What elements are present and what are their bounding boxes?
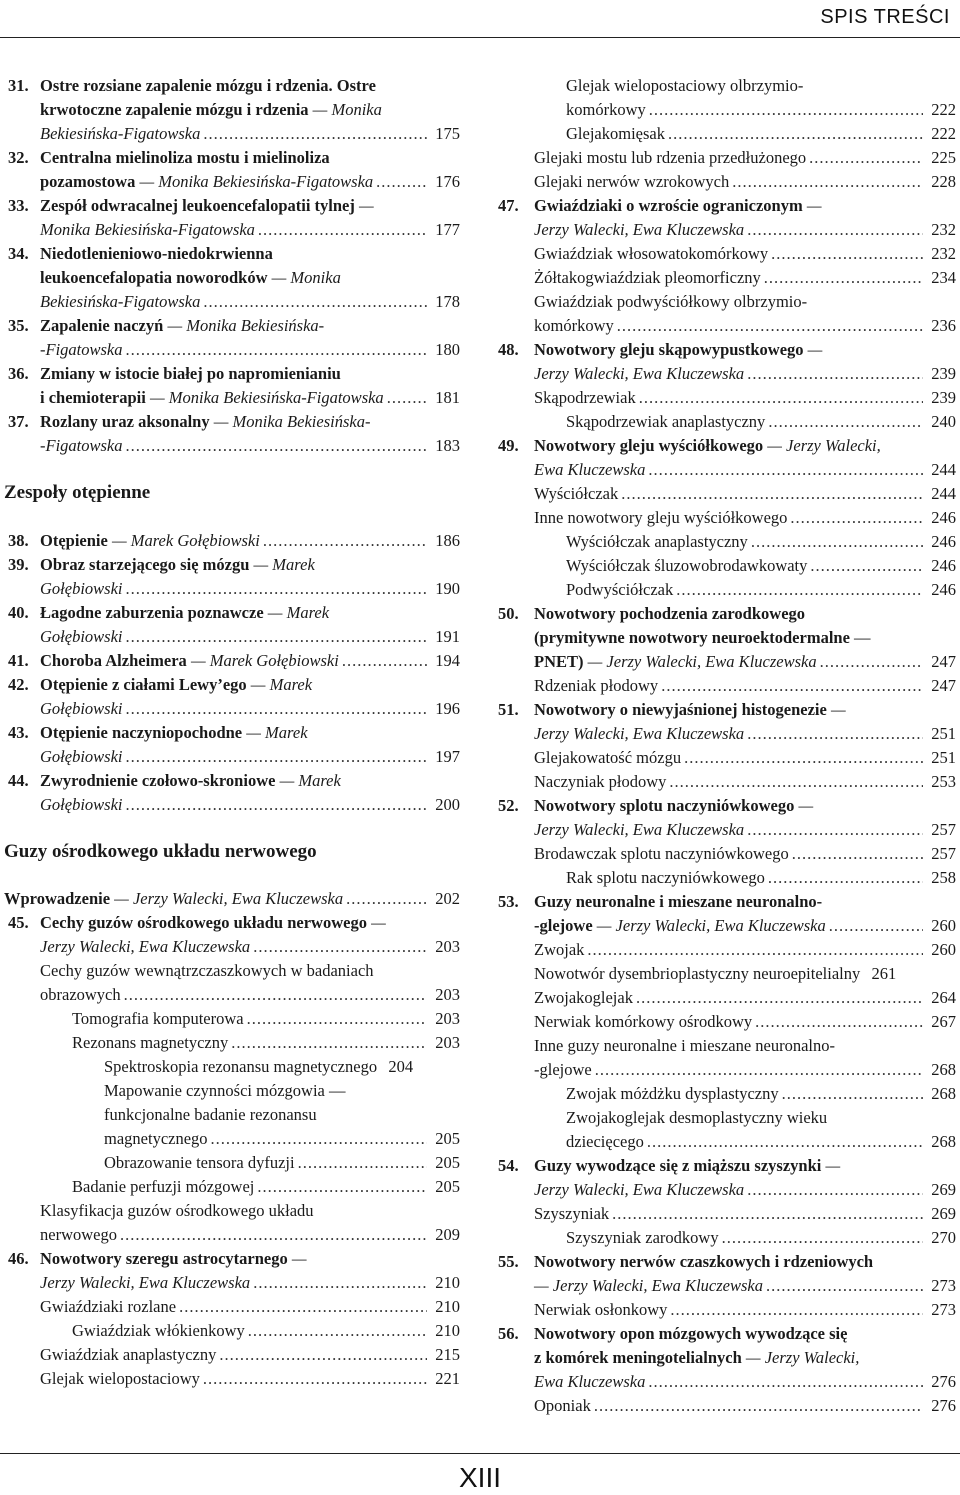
toc-entry-tail: Gołębiowski ..... 190 xyxy=(40,578,460,600)
toc-subentry: obrazowych ..... 203 xyxy=(40,984,460,1006)
toc-entry: Choroba Alzheimera — Marek Gołębiowski ..... 194 xyxy=(40,650,460,672)
entry-number: 37. xyxy=(8,412,29,431)
toc-entry-tail: Jerzy Walecki, Ewa Kluczewska ..... 251 xyxy=(534,723,956,745)
footer-rule xyxy=(0,1453,960,1454)
subentry-title: Glejak wielopostaciowy olbrzymio- xyxy=(566,76,804,95)
entry-title: Guzy wywodzące się z miąższu szyszynki — xyxy=(534,1156,841,1175)
page-ref: 210 xyxy=(435,1273,460,1292)
entry-title: Zmiany w istocie białej po napromienianiu xyxy=(40,364,341,383)
page-ref: 251 xyxy=(931,724,956,743)
entry-number: 33. xyxy=(8,196,29,215)
entry-title: Otępienie naczyniopochodne — Marek xyxy=(40,723,308,742)
toc-subentry: Skąpodrzewiak anaplastyczny ..... 240 xyxy=(566,411,956,433)
page-ref: 247 xyxy=(931,652,956,671)
page-ref: 261 xyxy=(871,964,897,983)
toc-entry-tail: Jerzy Walecki, Ewa Kluczewska ..... 239 xyxy=(534,363,956,385)
toc-subentry: dziecięcego ..... 268 xyxy=(566,1131,956,1153)
toc-subentry: Wyściółczak ..... 244 xyxy=(534,483,956,505)
page-ref: 191 xyxy=(435,627,460,646)
entry-number: 31. xyxy=(8,76,29,95)
entry-title: Centralna mielinoliza mostu i mielinoliza xyxy=(40,148,330,167)
entry-number: 40. xyxy=(8,603,29,622)
page-number: XIII xyxy=(458,1462,501,1493)
page-ref: 178 xyxy=(435,292,460,311)
subentry-title: Zwojakoglejak desmoplastyczny wieku xyxy=(566,1108,828,1127)
toc-subentry: Glejaki nerwów wzrokowych ..... 228 xyxy=(534,171,956,193)
entry-title: Nowotwory opon mózgowych wywodzące się xyxy=(534,1324,848,1343)
entry-title: Niedotlenieniowo-niedokrwienna xyxy=(40,244,273,263)
page-ref: 176 xyxy=(435,172,460,191)
page-ref: 222 xyxy=(931,100,956,119)
entry-number: 43. xyxy=(8,723,29,742)
entry-title: Otępienie z ciałami Lewy’ego — Marek xyxy=(40,675,313,694)
page-ref: 203 xyxy=(435,1033,460,1052)
toc-entry-tail: Gołębiowski ..... 191 xyxy=(40,626,460,648)
page-ref: 221 xyxy=(435,1369,460,1388)
toc-entry-tail: -Figatowska ..... 183 xyxy=(40,435,460,457)
page-ref: 276 xyxy=(931,1396,956,1415)
entry-title-line: (prymitywne nowotwory neuroektodermalne — xyxy=(534,628,871,647)
toc-entry-tail: — Jerzy Walecki, Ewa Kluczewska ..... 273 xyxy=(534,1275,956,1297)
entry-number: 47. xyxy=(498,196,519,215)
toc-entry-tail: -Figatowska ..... 180 xyxy=(40,339,460,361)
page-ref: 273 xyxy=(931,1300,956,1319)
page-ref: 251 xyxy=(931,748,956,767)
page-ref: 222 xyxy=(931,124,956,143)
entry-title: Nowotwory o niewyjaśnionej histogenezie — xyxy=(534,700,846,719)
toc-subentry: Glejakowatość mózgu ..... 251 xyxy=(534,747,956,769)
toc-entry-tail: Gołębiowski ..... 197 xyxy=(40,746,460,768)
page-ref: 246 xyxy=(931,580,956,599)
toc-subentry: Zwojak móżdżku dysplastyczny ..... 268 xyxy=(566,1083,956,1105)
page-ref: 225 xyxy=(931,148,956,167)
page-ref: 270 xyxy=(931,1228,956,1247)
toc-subentry: komórkowy ..... 236 xyxy=(534,315,956,337)
toc-subentry: Spektroskopia rezonansu magnetycznego 204 xyxy=(104,1057,414,1076)
page-ref: 210 xyxy=(435,1297,460,1316)
toc-subentry: Tomografia komputerowa ..... 203 xyxy=(72,1008,460,1030)
page-ref: 190 xyxy=(435,579,460,598)
page-ref: 180 xyxy=(435,340,460,359)
page-ref: 209 xyxy=(435,1225,460,1244)
toc-subentry: Zwojak ..... 260 xyxy=(534,939,956,961)
page-ref: 200 xyxy=(435,795,460,814)
page-ref: 240 xyxy=(931,412,956,431)
page-ref: 234 xyxy=(931,268,956,287)
page-ref: 267 xyxy=(931,1012,956,1031)
toc-entry-tail: Monika Bekiesińska-Figatowska ..... 177 xyxy=(40,219,460,241)
toc-subentry: Rak splotu naczyniówkowego ..... 258 xyxy=(566,867,956,889)
page-ref: 177 xyxy=(435,220,460,239)
entry-number: 49. xyxy=(498,436,519,455)
toc-subentry: Skąpodrzewiak ..... 239 xyxy=(534,387,956,409)
toc-entry: Otępienie — Marek Gołębiowski ..... 186 xyxy=(40,530,460,552)
entry-title: Cechy guzów ośrodkowego układu nerwowego — xyxy=(40,913,386,932)
page-ref: 181 xyxy=(435,388,460,407)
toc-subentry: Gwiaździak anaplastyczny ..... 215 xyxy=(40,1344,460,1366)
entry-title: Rozlany uraz aksonalny — Monika Bekiesińska- xyxy=(40,412,371,431)
page-ref: 268 xyxy=(931,1132,956,1151)
toc-subentry: Inne nowotwory gleju wyściółkowego ..... 246 xyxy=(534,507,956,529)
entry-title: Łagodne zaburzenia poznawcze — Marek xyxy=(40,603,330,622)
toc-entry: Wprowadzenie — Jerzy Walecki, Ewa Kluczewska ..... 202 xyxy=(4,888,460,910)
page-ref: 273 xyxy=(931,1276,956,1295)
toc-subentry: Rezonans magnetyczny ..... 203 xyxy=(72,1032,460,1054)
page-ref: 247 xyxy=(931,676,956,695)
entry-number: 50. xyxy=(498,604,519,623)
entry-title: Ostre rozsiane zapalenie mózgu i rdzenia. Ostre xyxy=(40,76,376,95)
entry-title: Nowotwory szeregu astrocytarnego — xyxy=(40,1249,307,1268)
entry-title: Zapalenie naczyń — Monika Bekiesińska- xyxy=(40,316,325,335)
subentry-title: Mapowanie czynności mózgowia — xyxy=(104,1081,346,1100)
subentry-title: Cechy guzów wewnątrzczaszkowych w badaniach xyxy=(40,961,374,980)
page-ref: 239 xyxy=(931,388,956,407)
entry-title-line: krwotoczne zapalenie mózgu i rdzenia — Monika xyxy=(40,100,382,119)
toc-subentry: -glejowe ..... 268 xyxy=(534,1059,956,1081)
entry-number: 56. xyxy=(498,1324,519,1343)
toc-subentry: Naczyniak płodowy ..... 253 xyxy=(534,771,956,793)
toc-entry-tail: Ewa Kluczewska ..... 244 xyxy=(534,459,956,481)
page-ref: 257 xyxy=(931,844,956,863)
entry-number: 38. xyxy=(8,531,29,550)
toc-entry-tail: -glejowe — Jerzy Walecki, Ewa Kluczewska ..... 260 xyxy=(534,915,956,937)
page-ref: 276 xyxy=(931,1372,956,1391)
page-ref: 260 xyxy=(931,940,956,959)
toc-entry-tail: i chemioterapii — Monika Bekiesińska-Figatowska ..... 181 xyxy=(40,387,460,409)
page-ref: 175 xyxy=(435,124,460,143)
page-ref: 215 xyxy=(435,1345,460,1364)
page-ref: 269 xyxy=(931,1180,956,1199)
toc-subentry: Rdzeniak płodowy ..... 247 xyxy=(534,675,956,697)
page-ref: 246 xyxy=(931,508,956,527)
page-ref: 194 xyxy=(435,651,460,670)
subentry-title: funkcjonalne badanie rezonansu xyxy=(104,1105,317,1124)
toc-subentry: Szyszyniak ..... 269 xyxy=(534,1203,956,1225)
page-ref: 253 xyxy=(931,772,956,791)
toc-subentry: Wyściółczak śluzowobrodawkowaty ..... 246 xyxy=(566,555,956,577)
toc-subentry: Oponiak ..... 276 xyxy=(534,1395,956,1417)
page-ref: 204 xyxy=(388,1057,414,1076)
toc-entry-tail: Jerzy Walecki, Ewa Kluczewska ..... 203 xyxy=(40,936,460,958)
page-ref: 236 xyxy=(931,316,956,335)
entry-number: 48. xyxy=(498,340,519,359)
toc-entry-tail: PNET) — Jerzy Walecki, Ewa Kluczewska ..... 247 xyxy=(534,651,956,673)
page-ref: 268 xyxy=(931,1060,956,1079)
page-ref: 205 xyxy=(435,1177,460,1196)
page-ref: 239 xyxy=(931,364,956,383)
header-title: SPIS TREŚCI xyxy=(820,6,950,28)
toc-subentry: Zwojakoglejak ..... 264 xyxy=(534,987,956,1009)
page-ref: 203 xyxy=(435,1009,460,1028)
entry-title: Guzy neuronalne i mieszane neuronalno- xyxy=(534,892,823,911)
toc-entry-tail: Jerzy Walecki, Ewa Kluczewska ..... 257 xyxy=(534,819,956,841)
entry-number: 53. xyxy=(498,892,519,911)
page-ref: 244 xyxy=(931,460,956,479)
page-ref: 244 xyxy=(931,484,956,503)
toc-subentry: Obrazowanie tensora dyfuzji ..... 205 xyxy=(104,1152,460,1174)
toc-subentry: Nerwiak komórkowy ośrodkowy ..... 267 xyxy=(534,1011,956,1033)
entry-number: 51. xyxy=(498,700,519,719)
toc-entry-tail: Gołębiowski ..... 200 xyxy=(40,794,460,816)
toc-entry-tail: Bekiesińska-Figatowska ..... 178 xyxy=(40,291,460,313)
entry-title: Zwyrodnienie czołowo-skroniowe — Marek xyxy=(40,771,341,790)
subentry-title: Klasyfikacja guzów ośrodkowego układu xyxy=(40,1201,314,1220)
page-ref: 186 xyxy=(435,531,460,550)
entry-number: 45. xyxy=(8,913,29,932)
toc-entry-tail: Jerzy Walecki, Ewa Kluczewska ..... 210 xyxy=(40,1272,460,1294)
entry-title: Nowotwory gleju skąpowypustkowego — xyxy=(534,340,823,359)
toc-subentry: Podwyściółczak ..... 246 xyxy=(566,579,956,601)
entry-number: 52. xyxy=(498,796,519,815)
entry-number: 54. xyxy=(498,1156,519,1175)
page-ref: 197 xyxy=(435,747,460,766)
entry-number: 46. xyxy=(8,1249,29,1268)
header-rule xyxy=(0,37,960,38)
entry-title: Obraz starzejącego się mózgu — Marek xyxy=(40,555,315,574)
toc-subentry: Brodawczak splotu naczyniówkowego ..... 257 xyxy=(534,843,956,865)
page-ref: 205 xyxy=(435,1153,460,1172)
page-ref: 260 xyxy=(931,916,956,935)
entry-number: 55. xyxy=(498,1252,519,1271)
entry-title-line: leukoencefalopatia noworodków — Monika xyxy=(40,268,341,287)
entry-title: Nowotwory nerwów czaszkowych i rdzeniowych xyxy=(534,1252,874,1271)
toc-subentry: Glejakomięsak ..... 222 xyxy=(566,123,956,145)
page-ref: 257 xyxy=(931,820,956,839)
page-ref: 205 xyxy=(435,1129,460,1148)
toc-entry-tail: Bekiesińska-Figatowska ..... 175 xyxy=(40,123,460,145)
toc-entry-tail: Jerzy Walecki, Ewa Kluczewska ..... 232 xyxy=(534,219,956,241)
page-ref: 268 xyxy=(931,1084,956,1103)
toc-subentry: Gwiaździaki rozlane ..... 210 xyxy=(40,1296,460,1318)
page-ref: 203 xyxy=(435,937,460,956)
page-ref: 258 xyxy=(931,868,956,887)
subentry-title: Inne guzy neuronalne i mieszane neuronalno- xyxy=(534,1036,836,1055)
page-ref: 269 xyxy=(931,1204,956,1223)
page-ref: 228 xyxy=(931,172,956,191)
toc-subentry: Nowotwór dysembrioplastyczny neuroepitelialny 261 xyxy=(534,964,897,983)
entry-number: 35. xyxy=(8,316,29,335)
page-ref: 264 xyxy=(931,988,956,1007)
toc-subentry: nerwowego ..... 209 xyxy=(40,1224,460,1246)
toc-subentry: Gwiaździak włosowatokomórkowy ..... 232 xyxy=(534,243,956,265)
toc-subentry: komórkowy ..... 222 xyxy=(566,99,956,121)
toc-subentry: Szyszyniak zarodkowy ..... 270 xyxy=(566,1227,956,1249)
subentry-title: Gwiaździak podwyściółkowy olbrzymio- xyxy=(534,292,808,311)
section-heading: Guzy ośrodkowego układu nerwowego xyxy=(4,841,317,862)
toc-entry-tail: Jerzy Walecki, Ewa Kluczewska ..... 269 xyxy=(534,1179,956,1201)
entry-number: 39. xyxy=(8,555,29,574)
entry-number: 32. xyxy=(8,148,29,167)
toc-subentry: Glejaki mostu lub rdzenia przedłużonego ..... 225 xyxy=(534,147,956,169)
entry-number: 34. xyxy=(8,244,29,263)
toc-subentry: Gwiaździak włókienkowy ..... 210 xyxy=(72,1320,460,1342)
page-ref: 232 xyxy=(931,244,956,263)
page-ref: 196 xyxy=(435,699,460,718)
page-ref: 246 xyxy=(931,556,956,575)
entry-title: Zespół odwracalnej leukoencefalopatii tylnej — xyxy=(40,196,374,215)
page-ref: 232 xyxy=(931,220,956,239)
entry-title-line: z komórek meningotelialnych — Jerzy Walecki, xyxy=(534,1348,860,1367)
toc-subentry: Wyściółczak anaplastyczny ..... 246 xyxy=(566,531,956,553)
entry-title: Nowotwory pochodzenia zarodkowego xyxy=(534,604,806,623)
toc-subentry: Badanie perfuzji mózgowej ..... 205 xyxy=(72,1176,460,1198)
toc-subentry: magnetycznego ..... 205 xyxy=(104,1128,460,1150)
toc-subentry: Żółtakogwiaździak pleomorficzny ..... 234 xyxy=(534,267,956,289)
toc-subentry: Nerwiak osłonkowy ..... 273 xyxy=(534,1299,956,1321)
page-ref: 246 xyxy=(931,532,956,551)
entry-number: 41. xyxy=(8,651,29,670)
toc-entry-tail: Ewa Kluczewska ..... 276 xyxy=(534,1371,956,1393)
entry-title: Nowotwory splotu naczyniówkowego — xyxy=(534,796,814,815)
page-ref: 183 xyxy=(435,436,460,455)
entry-title: Gwiaździaki o wzroście ograniczonym — xyxy=(534,196,822,215)
page-ref: 210 xyxy=(435,1321,460,1340)
toc-entry-tail: pozamostowa — Monika Bekiesińska-Figatowska ..... 176 xyxy=(40,171,460,193)
entry-number: 36. xyxy=(8,364,29,383)
page-ref: 203 xyxy=(435,985,460,1004)
page-ref: 202 xyxy=(435,889,460,908)
section-heading: Zespoły otępienne xyxy=(4,482,151,503)
page-header xyxy=(0,0,960,40)
entry-number: 44. xyxy=(8,771,29,790)
entry-number: 42. xyxy=(8,675,29,694)
entry-title: Nowotwory gleju wyściółkowego — Jerzy Walecki, xyxy=(534,436,881,455)
toc-subentry: Glejak wielopostaciowy ..... 221 xyxy=(40,1368,460,1390)
toc-entry-tail: Gołębiowski ..... 196 xyxy=(40,698,460,720)
